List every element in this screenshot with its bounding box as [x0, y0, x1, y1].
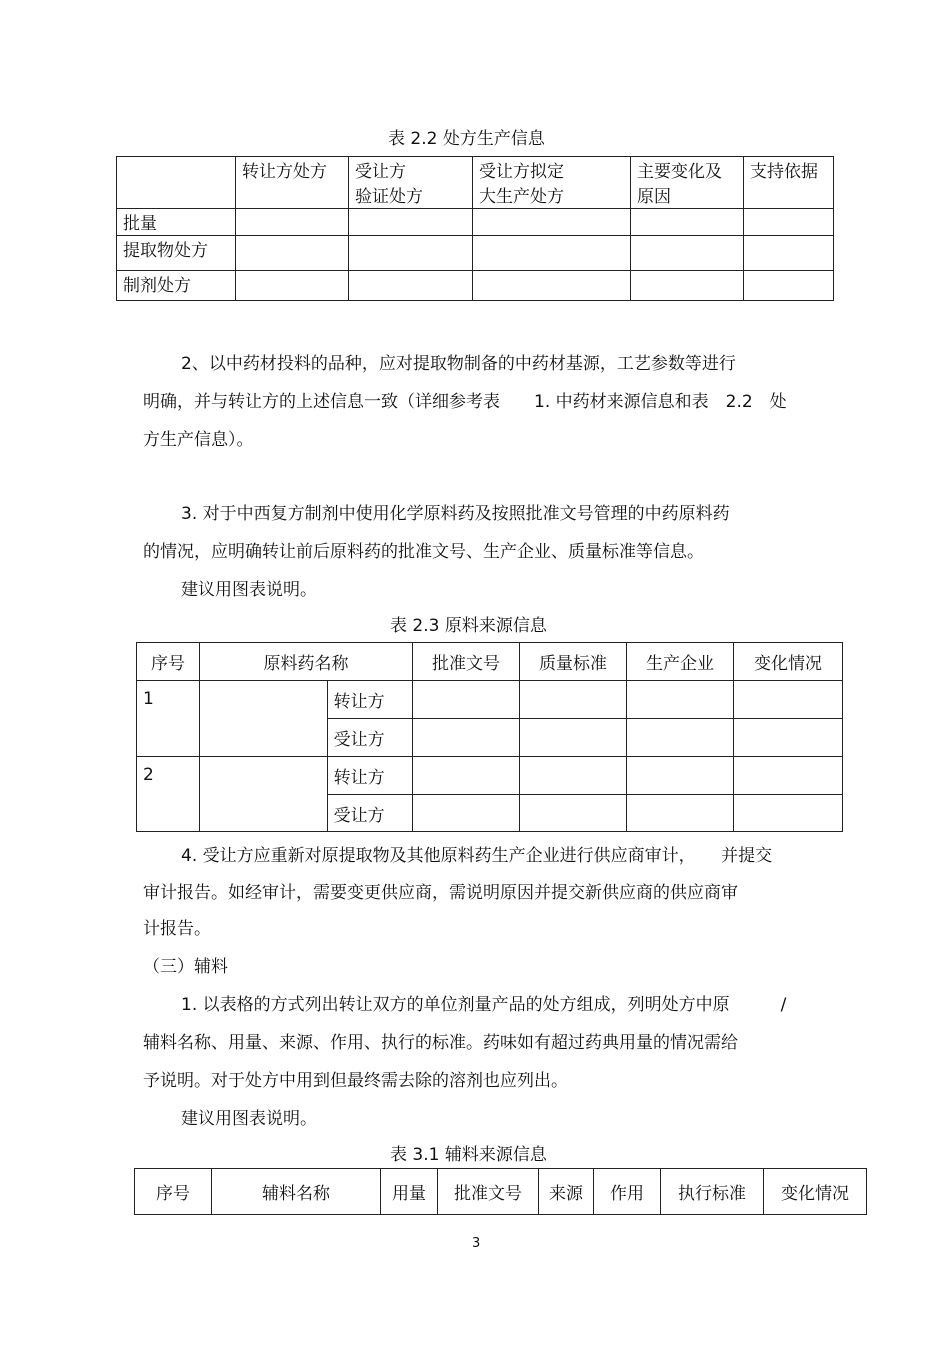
row-label: 制剂处方: [117, 271, 236, 301]
table-header-cell: 受让方拟定 大生产处方: [473, 157, 631, 209]
table-header-cell: 序号: [137, 643, 200, 681]
table-row: [117, 236, 834, 271]
table-row: [137, 681, 843, 719]
table-header-cell: 序号: [135, 1169, 212, 1215]
table-header-cell: 质量标准: [520, 643, 627, 681]
table-caption: 表 2.2 处方生产信息: [388, 129, 545, 149]
page-number: 3: [472, 1236, 481, 1251]
table-header-cell: 变化情况: [734, 643, 843, 681]
party-label: 转让方: [327, 681, 412, 719]
table-header-cell: 批准文号: [413, 643, 520, 681]
table-row: [137, 757, 843, 795]
paragraph-line: 3. 对于中西复方制剂中使用化学原料药及按照批准文号管理的中药原料药: [181, 504, 730, 524]
paragraph-line: 的情况，应明确转让前后原料药的批准文号、生产企业、质量标准等信息。: [143, 542, 704, 562]
raw-material-source-table: [136, 642, 843, 832]
table-header-cell: 受让方 验证处方: [349, 157, 473, 209]
row-number: 1: [137, 681, 200, 757]
table-header-cell: 支持依据: [744, 157, 834, 209]
party-label: 转让方: [327, 757, 412, 795]
table-caption: 表 3.1 辅料来源信息: [390, 1145, 547, 1165]
party-label: 受让方: [327, 719, 412, 757]
table-row: [117, 209, 834, 236]
paragraph-line: 辅料名称、用量、来源、作用、执行的标准。药味如有超过药典用量的情况需给: [143, 1033, 738, 1053]
paragraph-line: 建议用图表说明。: [181, 580, 317, 600]
paragraph-line: 计报告。: [143, 919, 211, 939]
paragraph-line: 审计报告。如经审计，需要变更供应商，需说明原因并提交新供应商的供应商审: [143, 883, 738, 903]
row-label: 提取物处方: [117, 236, 236, 271]
row-label: 批量: [117, 209, 236, 236]
table-header-cell: 执行标准: [661, 1169, 764, 1215]
table-header-empty: [117, 157, 236, 209]
paragraph-line: 1. 以表格的方式列出转让双方的单位剂量产品的处方组成，列明处方中原 /: [181, 995, 787, 1015]
paragraph-line: 明确，并与转让方的上述信息一致（详细参考表 1. 中药材来源信息和表 2.2 处: [143, 392, 787, 412]
prescription-production-table: [116, 156, 834, 301]
table-header-cell: 主要变化及 原因: [631, 157, 744, 209]
paragraph-line: 建议用图表说明。: [181, 1109, 317, 1129]
paragraph-line: 方生产信息）。: [143, 430, 254, 450]
table-header-cell: 转让方处方: [236, 157, 349, 209]
table-header-cell: 作用: [594, 1169, 661, 1215]
table-row: [117, 271, 834, 301]
row-number: 2: [137, 757, 200, 832]
paragraph-line: 予说明。对于处方中用到但最终需去除的溶剂也应列出。: [143, 1071, 568, 1091]
paragraph-line: 4. 受让方应重新对原提取物及其他原料药生产企业进行供应商审计， 并提交: [181, 846, 773, 866]
table-header-cell: 变化情况: [764, 1169, 867, 1215]
table-header-cell: 生产企业: [627, 643, 734, 681]
table-header-cell: 来源: [539, 1169, 594, 1215]
excipient-source-table: [134, 1168, 867, 1215]
table-header-cell: 原料药名称: [200, 643, 413, 681]
paragraph-line: 2、以中药材投料的品种，应对提取物制备的中药材基源，工艺参数等进行: [181, 354, 736, 374]
section-heading: （三）辅料: [143, 957, 228, 977]
table-header-cell: 辅料名称: [212, 1169, 381, 1215]
party-label: 受让方: [327, 795, 412, 832]
table-caption: 表 2.3 原料来源信息: [390, 616, 547, 636]
table-header-cell: 用量: [381, 1169, 438, 1215]
table-header-cell: 批准文号: [438, 1169, 539, 1215]
